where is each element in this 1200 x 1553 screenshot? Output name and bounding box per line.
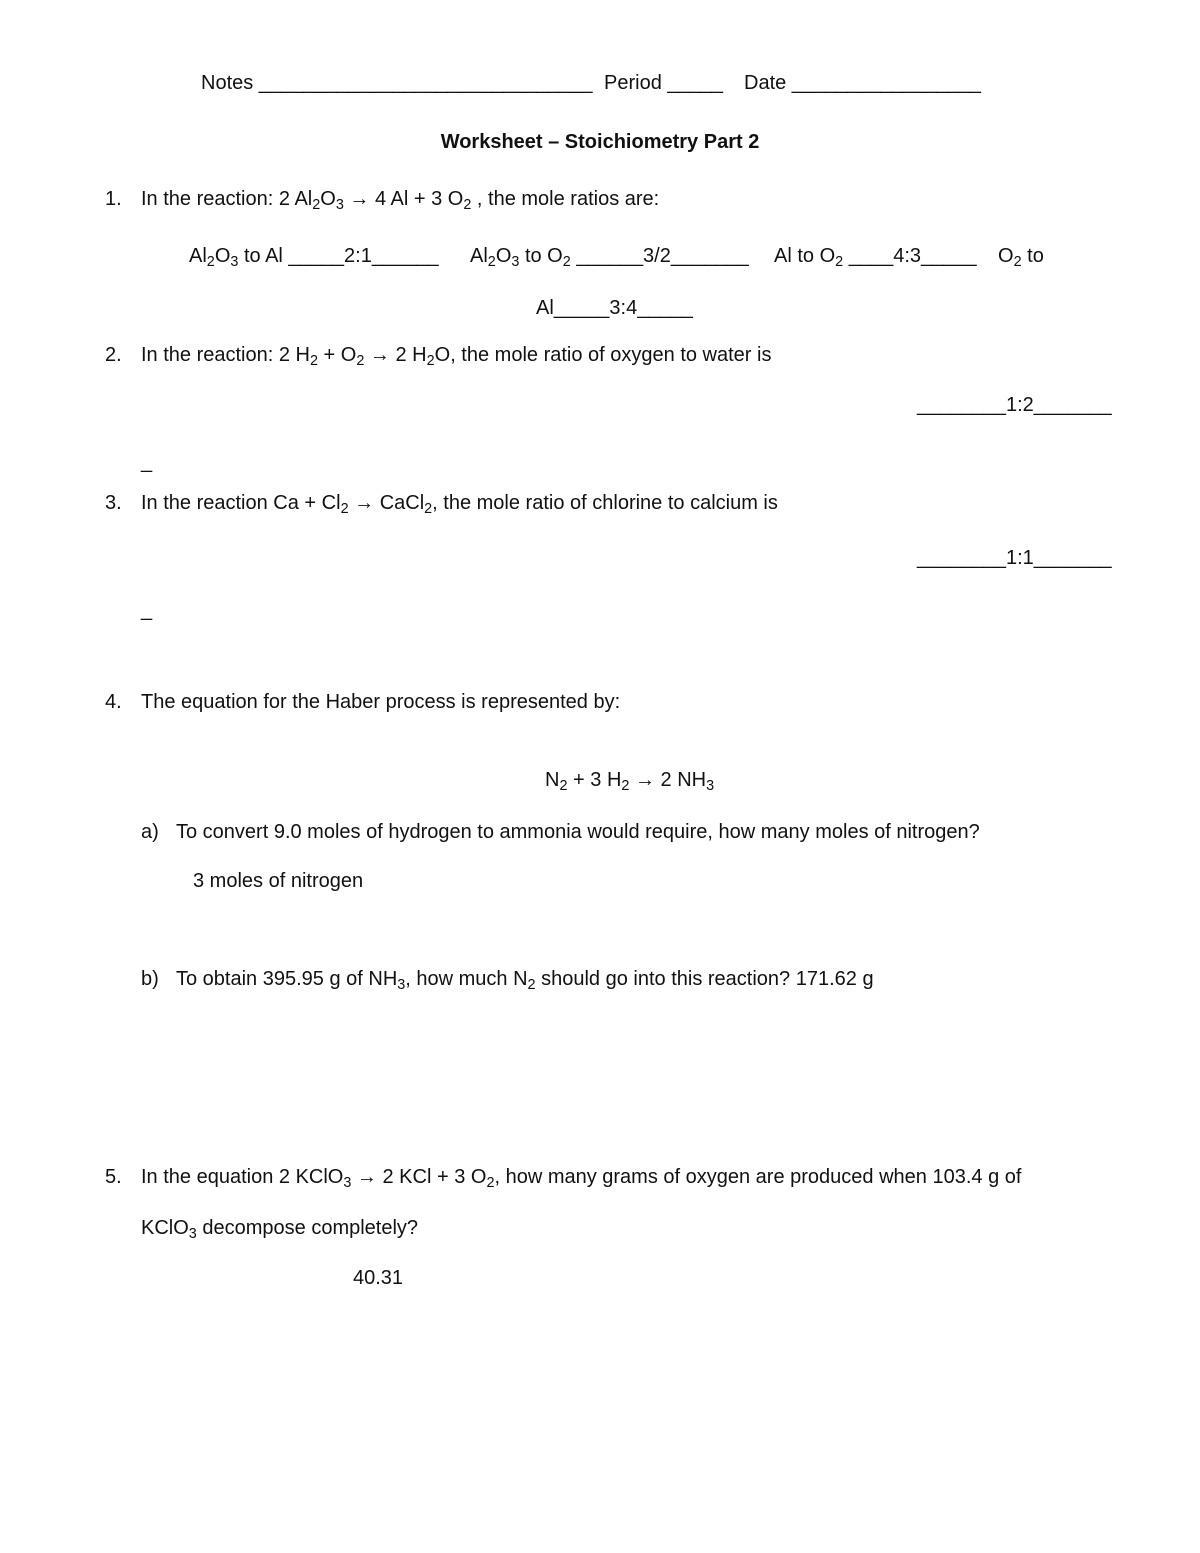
q4-text: The equation for the Haber process is represented by: bbox=[141, 691, 621, 713]
q5-text: In the equation 2 KClO$_3$ → 2 KCl + 3 $O_2$, how many grams of oxygen are produced when 103.4 g of bbox=[141, 1166, 1022, 1192]
q1-number: 1. bbox=[105, 188, 122, 210]
q1-ratio-o2-al-answer: Al_____3:4_____ bbox=[536, 297, 693, 319]
q4a-text: To convert 9.0 moles of hydrogen to ammonia would require, how many moles of nitrogen? bbox=[176, 821, 980, 843]
q2-number: 2. bbox=[105, 344, 122, 366]
q4-number: 4. bbox=[105, 691, 122, 713]
q2-answer: ________1:2_______ bbox=[917, 394, 1112, 416]
q2-text: In the reaction: 2 $H_2 + O_2 \to 2$ $H_2O$, the mole ratio of oxygen to water is bbox=[141, 344, 772, 370]
q1-ratio-o2-al: $O_2$ to bbox=[998, 245, 1044, 271]
q4a-label: a) bbox=[141, 821, 159, 843]
q5-number: 5. bbox=[105, 1166, 122, 1188]
q1-ratio-al-o2: Al to $O_2$ ____4:3_____ bbox=[774, 245, 977, 271]
q3-answer: ________1:1_______ bbox=[917, 547, 1112, 569]
q2-answer-trail: _ bbox=[141, 451, 153, 473]
q4b-label: b) bbox=[141, 968, 159, 990]
q3-number: 3. bbox=[105, 492, 122, 514]
q5-answer: 40.31 bbox=[353, 1267, 404, 1289]
haber-equation: $N_2 + 3$ $H_2 \to 2$ $NH_3$ bbox=[545, 769, 715, 795]
q3-answer-trail: _ bbox=[141, 599, 153, 621]
header-date: Date _________________ bbox=[744, 72, 981, 94]
q5-text-line2: KClO$_3$ decompose completely? bbox=[141, 1217, 419, 1243]
header-period: Period _____ bbox=[604, 72, 723, 94]
page-title: Worksheet – Stoichiometry Part 2 bbox=[440, 131, 760, 153]
q4a-answer: 3 moles of nitrogen bbox=[193, 870, 364, 892]
q1-ratio-al2o3-o2: $Al_2O_3$ to $O_2$ ______3/2_______ bbox=[470, 245, 749, 271]
q1-text: In the reaction: 2 $Al_2O_3 \to 4$ Al + 3 $O_2$ , the mole ratios are: bbox=[141, 188, 660, 214]
q3-text: In the reaction $Ca + Cl_2$ → CaCl$_2$, the mole ratio of chlorine to calcium is bbox=[141, 492, 778, 518]
q1-ratio-al2o3-al: $Al_2O_3$ to Al _____2:1______ bbox=[189, 245, 439, 271]
header-notes: Notes ______________________________ bbox=[201, 72, 593, 94]
q4b-text: To obtain 395.95 g of $NH_3$, how much $N_2$ should go into this reaction? 171.62 g bbox=[176, 968, 874, 994]
